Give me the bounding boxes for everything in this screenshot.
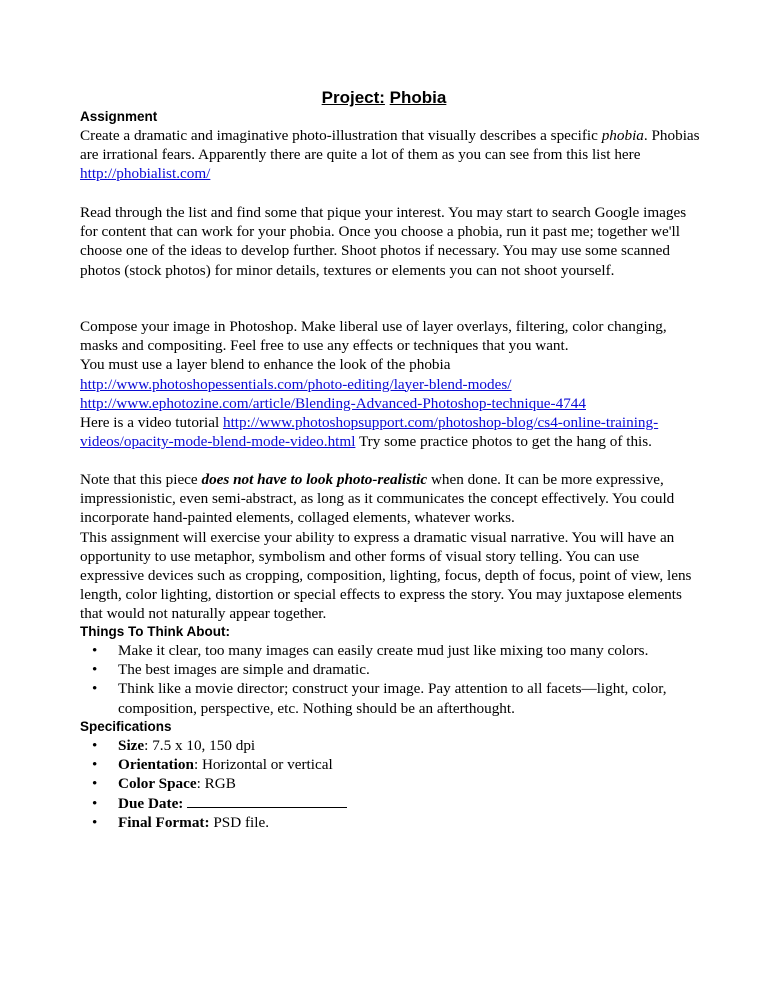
list-item (80, 660, 700, 679)
bullet-icon: • (92, 680, 98, 698)
specifications-heading: Specifications (80, 719, 172, 734)
spec-item-orientation (80, 755, 700, 774)
bullet-icon: • (92, 813, 98, 831)
assignment-section (80, 108, 700, 184)
blend-modes-link[interactable]: http://www.photoshopessentials.com/photo-editing/layer-blend-modes/ (80, 375, 512, 393)
blend-text: You must use a layer blend to enhance the look of the phobia (80, 356, 451, 374)
spec-value: Horizontal or vertical (201, 756, 333, 774)
spec-value: RGB (204, 775, 236, 793)
think-list (80, 641, 700, 718)
tutorial-suffix: Try some practice photos to get the hang of this. (355, 433, 652, 451)
search-text: Read through the list and find some that pique your interest. You may start to search Google images for content that can work for your phobia. Once you choose a phobia, run it past me; together we'll choose one of the ideas to develop further. Shoot photos if necessary. You may use some scanned photos (stock photos) for minor details, textures or elements you can not shoot yourself. (80, 204, 687, 279)
bullet-icon: • (92, 642, 98, 659)
assignment-text-1: Create a dramatic and imaginative photo-illustration that visually describes a specific (80, 127, 602, 144)
list-item-text: Make it clear, too many images can easily create mud just like mixing too many colors. (118, 642, 649, 659)
search-paragraph (80, 203, 700, 280)
specifications-list (80, 736, 700, 832)
spec-separator: : (193, 756, 202, 774)
video-tutorial-link[interactable]: http://www.photoshopsupport.com/photoshop-blog/cs4-online-training-videos/opacity-mode-blend-mode-video.html (80, 414, 659, 451)
note-emphasis: does not have to look photo-realistic (201, 471, 428, 488)
spec-item-final-format (80, 813, 700, 832)
assignment-text-2: . Phobias are irrational fears. Apparently there are quite a lot of them as you can see from this list here (80, 127, 700, 164)
bullet-icon: • (92, 775, 98, 793)
list-item (80, 641, 700, 660)
compose-text: Compose your image in Photoshop. Make liberal use of layer overlays, filtering, color changing, masks and compositing. Feel free to use any effects or techniques that you want. (80, 318, 667, 355)
list-item (80, 679, 700, 717)
bullet-icon: • (92, 737, 98, 754)
assignment-paragraph (80, 126, 700, 184)
list-item-text: Think like a movie director; construct your image. Pay attention to all facets—light, color, composition, perspective, etc. Nothing should be an afterthought. (118, 680, 667, 717)
think-heading: Things To Think About: (80, 624, 230, 639)
spec-separator: : (196, 775, 205, 793)
spec-label: Due Date: (118, 794, 184, 812)
spec-label: Orientation (118, 756, 194, 774)
narrative-paragraph: This assignment will exercise your ability to express a dramatic visual narrative. You will have an opportunity to use metaphor, symbolism and other forms of visual story telling. You can use expressive devices such as cropping, composition, lighting, focus, depth of focus, point of view, lens length, color lighting, distortion or special effects to express the story. You may juxtapose elements that would not naturally appear together. (80, 528, 692, 623)
spec-item-color-space (80, 774, 700, 793)
list-item-text: The best images are simple and dramatic. (118, 661, 370, 679)
spec-value: 7.5 x 10, 150 dpi (152, 737, 256, 754)
due-date-blank-field[interactable] (187, 794, 347, 808)
page-title (0, 88, 768, 107)
compose-section (80, 317, 700, 451)
spec-label: Size (118, 737, 145, 754)
bullet-icon: • (92, 661, 98, 679)
assignment-heading: Assignment (80, 109, 158, 124)
spec-item-due-date (80, 794, 700, 813)
note-paragraph (80, 470, 700, 528)
spec-separator: : (144, 737, 153, 754)
note-text-2: when done. It can be more expressive, impressionistic, even semi-abstract, as long as it communicates the concept effectively. You could incorporate hand-painted elements, collaged elements, whatever works. (80, 471, 675, 527)
title-prefix: Project: (321, 88, 385, 107)
bullet-icon: • (92, 756, 98, 774)
note-text-1: Note that this piece (80, 471, 202, 488)
tutorial-paragraph (80, 413, 700, 451)
tutorial-prefix: Here is a video tutorial (80, 414, 223, 432)
phobialist-link[interactable]: http://phobialist.com/ (80, 165, 211, 183)
specifications-section (80, 718, 700, 832)
bullet-icon: • (92, 794, 98, 812)
spec-value: PSD file. (213, 813, 270, 831)
spec-label: Final Format: (118, 813, 210, 831)
ephotozine-link[interactable]: http://www.ephotozine.com/article/Blending-Advanced-Photoshop-technique-4744 (80, 394, 586, 412)
think-section (80, 623, 700, 718)
spec-item-size (80, 736, 700, 755)
note-section (80, 470, 700, 624)
title-name: Phobia (389, 88, 447, 107)
assignment-emphasis: phobia (601, 127, 644, 144)
spec-label: Color Space (118, 775, 197, 793)
